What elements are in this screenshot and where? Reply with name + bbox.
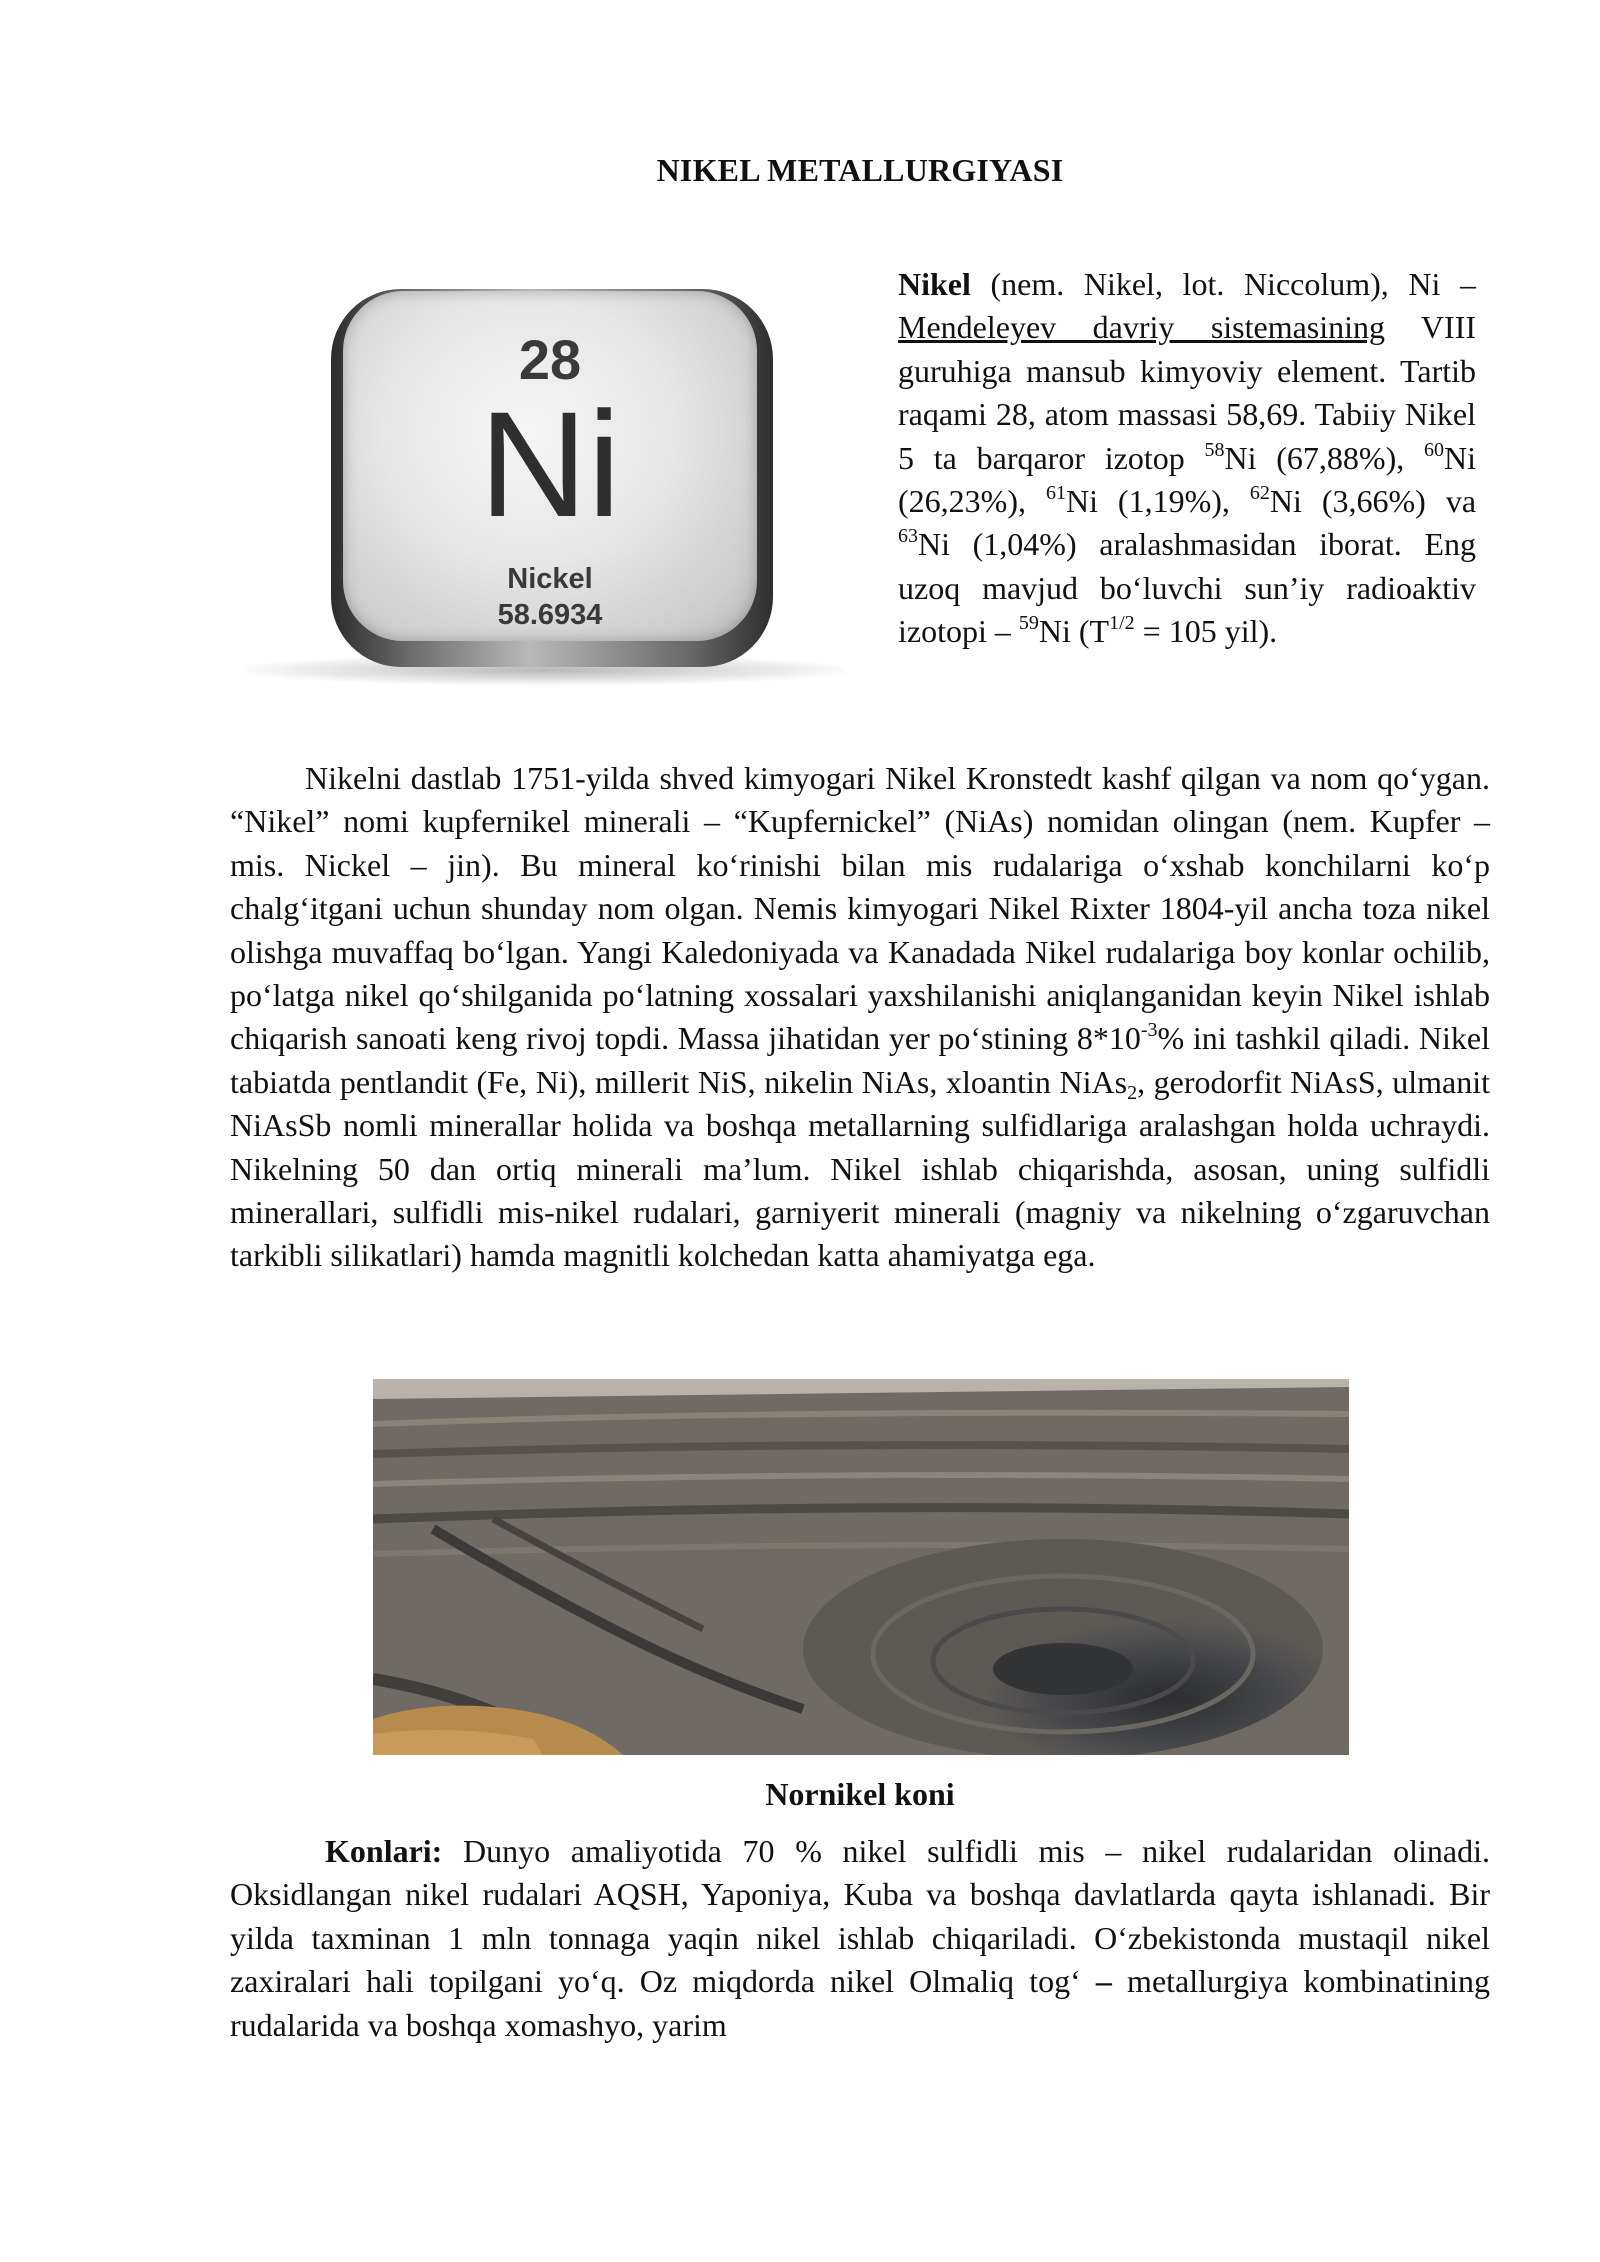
history-paragraph: [230, 757, 1490, 1278]
exponent: -3: [1140, 1019, 1158, 1042]
intro-text-a: (nem. Nikel, lot. Niccolum), Ni –: [970, 266, 1476, 302]
isotope-59: 59: [1018, 612, 1039, 635]
mendeleyev-link[interactable]: Mendeleyev davriy sistemasining: [898, 309, 1386, 346]
deposits-text-a: Dunyo amaliyotida 70 % nikel sulfidli mis – nikel rudalaridan olinadi. Oksidlangan nikel rudalari AQSH, Yaponiya, Kuba va boshqa davlatlarda qayta ishlanadi. Bir yilda taxminan 1 mln tonnaga yaqin nikel ishlab chiqariladi. O‘zbekistonda mustaqil nikel zaxiralari hali topilgani yo‘q. Oz miqdorda nikel Olmaliq tog‘: [230, 1833, 1490, 2000]
deposits-lead: Konlari:: [325, 1833, 443, 1869]
intro-lead: Nikel: [898, 266, 971, 302]
intro-text-b: VIII guruhiga mansub kimyoviy element. Tartib raqami 28, atom massasi 58,69. Tabiiy Nikel 5 ta barqaror izotop: [898, 309, 1477, 476]
intro-text-g: Ni (1,04%) aralashmasidan iborat. Eng uzoq mavjud bo‘luvchi sun’iy radioaktiv izotopi –: [898, 526, 1476, 650]
tile-element-name: Nickel: [507, 563, 593, 595]
deposits-text-b: metallurgiya kombinatining rudalarida va boshqa xomashyo, yarim: [230, 1963, 1491, 2043]
history-text-c: , gerodorfit NiAsS, ulmanit NiAsSb nomli minerallar holida va boshqa metallarning sulfidlariga aralashgan holda uchraydi. Nikelning 50 dan ortiq minerali ma’lum. Nikel ishlab chiqarishda, asosan, uning sulfidli minerallari, sulfidli mis-nikel rudalari, garniyerit minerali (magniy va nikelning o‘zgaruvchan tarkibli silikatlari) hamda magnitli kolchedan katta ahamiyatga ega.: [230, 1063, 1491, 1274]
intro-text-d: Ni (26,23%),: [898, 439, 1477, 520]
history-text-b: % ini tashkil qiladi. Nikel tabiatda pentlandit (Fe, Ni), millerit NiS, nikelin NiAs, xloantin NiAs: [230, 1020, 1491, 1100]
isotope-63: 63: [898, 525, 918, 548]
intro-text-h: Ni (T: [1038, 613, 1110, 650]
isotope-60: 60: [1424, 438, 1445, 461]
intro-text-e: Ni (1,19%),: [1065, 483, 1250, 520]
intro-paragraph: [898, 263, 1476, 654]
half-life-index: 1/2: [1109, 612, 1135, 635]
deposits-dash: –: [1095, 1963, 1112, 2000]
tile-symbol: Ni: [479, 380, 621, 548]
isotope-62: 62: [1249, 482, 1270, 505]
photo-caption: Nornikel koni: [765, 1776, 955, 1812]
nickel-element-tile-image: [235, 275, 875, 695]
tile-atomic-mass: 58.6934: [497, 599, 603, 631]
open-pit-mine-illustration: [373, 1379, 1349, 1755]
tile-atomic-number: 28: [518, 328, 582, 391]
subscript: 2: [1127, 1081, 1138, 1104]
tile-face: [343, 291, 757, 641]
page-title: NIKEL METALLURGIYASI: [656, 152, 1064, 188]
intro-text-f: Ni (3,66%) va: [1269, 483, 1477, 520]
history-text-a: Nikelni dastlab 1751-yilda shved kimyogari Nikel Kronstedt kashf qilgan va nom qo‘ygan. “Nikel” nomi kupfernikel minerali – “Kupfernickel” (NiAs) nomidan olingan (nem. Kupfer – mis. Nickel – jin). Bu mineral ko‘rinishi bilan mis rudalariga o‘xshab konchilarni ko‘p chalg‘itgani uchun shunday nom olgan. Nemis kimyogari Nikel Rixter 1804-yil ancha toza nikel olishga muvaffaq bo‘lgan. Yangi Kaledoniyada va Kanadada Nikel rudalariga boy konlar ochilib, po‘latga nikel qo‘shilganida po‘latning xossalari yaxshilanishi aniqlanganidan keyin Nikel ishlab chiqarish sanoati keng rivoj topdi. Massa jihatidan yer po‘stining 8*10: [230, 760, 1490, 1057]
isotope-61: 61: [1045, 482, 1066, 505]
deposits-paragraph: [230, 1830, 1490, 2047]
intro-text-c: Ni (67,88%),: [1224, 439, 1425, 476]
nornickel-mine-photo: [373, 1379, 1349, 1755]
intro-text-i: = 105 yil).: [1134, 613, 1278, 650]
isotope-58: 58: [1204, 438, 1225, 461]
